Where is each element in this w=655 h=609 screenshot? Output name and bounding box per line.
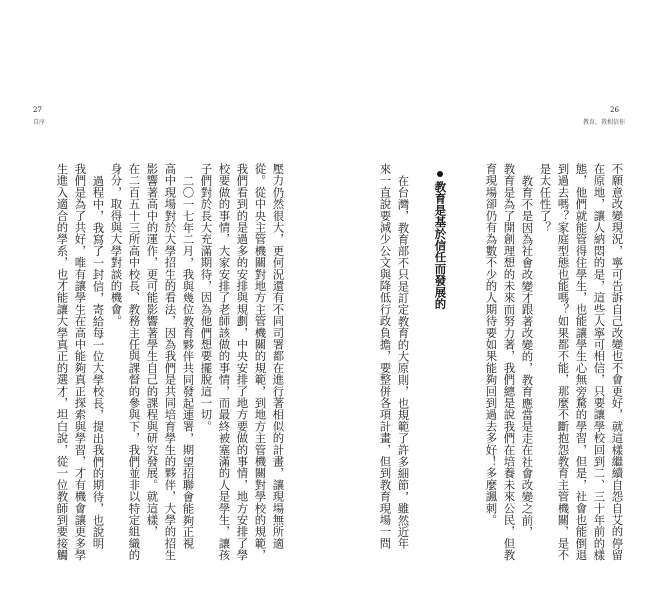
left-text-column: 生進入適合的學系，也才能讓大學真正的選才，坦白說，從一位教師到要接觸 — [55, 163, 70, 561]
left-page-number: 27 — [33, 106, 42, 114]
left-text-column: 我們是為了共好，唯有讓學生在高中能夠真正探索與學習，才有機會讓更多學 — [73, 163, 88, 561]
left-text-column: 二〇一七年二月，我與幾位教育夥伴共同發起連署，期望招聯會能夠正視 — [181, 175, 196, 550]
right-text-column: 來一直說要減少公文與降低行政負擔，要整併各項計畫，但到教育現場一問 — [378, 163, 393, 550]
left-text-column: 高中現場對於大學招生的看法，因為我們是共同培育學生的夥伴，大學的招生 — [163, 163, 178, 561]
right-text-column: 教育不是因為社會改變才跟著改變的，教育應當是走在社會改變之前， — [520, 175, 535, 538]
right-text-column: 到過去嗎？家庭型態也能嗎？如果都不能，那麼不斷抱怨教育主管機關，是不 — [556, 163, 571, 561]
left-text-column: 壓力仍然很大，更何況還有不同司署都在進行著相似的計畫，讓現場無所適 — [271, 163, 286, 550]
left-text-column: 影響著高中的運作，更可能影響著學生自己的課程與研究發展。就這樣， — [145, 163, 160, 538]
left-text-column: 校要做的事情，大家安排了老師該做的事情，而最終被塞滿的人是學生，讓孩 — [217, 163, 232, 561]
left-text-column: 身分，取得與大學對談的機會。 — [109, 163, 124, 327]
left-text-column: 從。從中央主管機關對地方主管機關的規範，到地方主管機關對學校的規範， — [253, 163, 268, 561]
right-text-column: 是太任性了？ — [538, 163, 553, 234]
section-bullet — [437, 171, 443, 177]
right-text-column: 在原地，讓人納悶的是，這些人寧可相信，只要讓學校回到二、三十年前的樣 — [592, 163, 607, 561]
right-text-column: 不願意改變現況，寧可告訴自己改變也不會更好，就這樣繼續自怨自艾的停留 — [610, 163, 625, 561]
right-text-column: 育現場卻仍有為數不少的人期待要如果能夠回到過去多好！多麼諷刺。 — [484, 163, 499, 526]
right-text-column: 在台灣，教育部不只是訂定教育的大原則，也規範了許多細節，雖然近年 — [396, 175, 411, 550]
left-text-column: 過程中，我寫了一封信，寄給每一位大學校長，提出我們的期待，也說明 — [91, 175, 106, 550]
section-heading: 教育是基於信任而發展的 — [433, 181, 448, 310]
left-text-column: 在二百五十三所高中校長、教務主任與課督的參與下，我們並非以特定組織的 — [127, 163, 142, 561]
left-text-column: 我們看到的是過多的安排與規劃，中央安排了地方要做的事情，地方安排了學 — [235, 163, 250, 561]
left-text-column: 子們對於長大充滿期待，因為他們想要擺脫這一切。 — [199, 163, 214, 433]
right-running-head: 教育，我相信你 — [583, 119, 626, 126]
right-text-column: 教育是為了開創理想的未來而努力著，我們總是說我們在培養未來公民，但教 — [502, 163, 517, 561]
right-text-column: 態，他們就能管得住學生，也能讓學生心無旁騖的學習，但是，社會也能倒退 — [574, 163, 589, 561]
left-running-head: 自序 — [33, 119, 46, 126]
right-page-number: 26 — [610, 106, 619, 114]
